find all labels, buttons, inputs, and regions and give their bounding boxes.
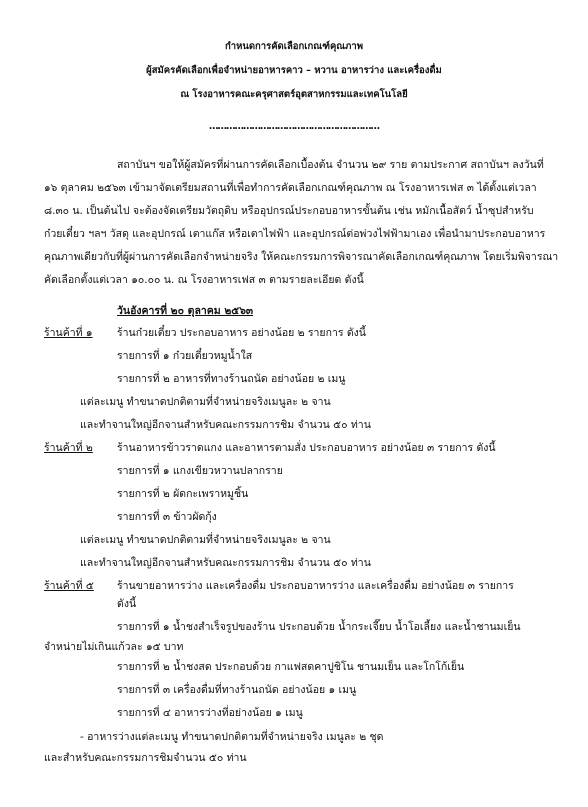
doc-venue: ณ โรงอาหารคณะครุศาสตร์อุตสาหกรรมและเทคโนโลยี: [180, 89, 408, 100]
shop2-item-3: รายการที่ ๓ ข้าวผัดกุ้ง: [117, 511, 217, 523]
shop2-description: ร้านอาหารข้าวราดแกง และอาหารตามสั่ง ประกอบอาหาร อย่างน้อย ๓ รายการ ดังนี้: [117, 442, 496, 454]
shop5-item-1: รายการที่ ๑ น้ำชงสำเร็จรูปของร้าน ประกอบด้วย น้ำกระเจี๊ยบ น้ำโอเลี้ยง และน้ำชานมเย็น: [117, 621, 521, 633]
intro-line-5: คุณภาพเดียวกับที่ผู้ผ่านการคัดเลือกจำหน่ายจริง ให้คณะกรรมการพิจารณาคัดเลือกเกณฑ์คุณภาพ โดยเริ่มพิจารณา: [44, 251, 559, 263]
shop5-item-4: รายการที่ ๔ อาหารว่างที่อย่างน้อย ๑ เมนู: [117, 707, 303, 719]
shop5-description: ร้านขายอาหารว่าง และเครื่องดื่ม ประกอบอาหารว่าง และเครื่องดื่ม อย่างน้อย ๓ รายการ: [117, 580, 514, 592]
intro-line-4: ก๋วยเตี๋ยว ฯลฯ วัสดุ และอุปกรณ์ เตาแก๊ส หรือเตาไฟฟ้า และอุปกรณ์ต่อพ่วงไฟฟ้ามาเอง เพื่อนำมาประกอบอาหาร: [44, 228, 546, 240]
intro-line-2: ๑๖ ตุลาคม ๒๕๖๓ เข้ามาจัดเตรียมสถานที่เพื่อทำการคัดเลือกเกณฑ์คุณภาพ ณ โรงอาหารเฟส ๓ ได้ตั้งแต่เวลา: [44, 182, 537, 194]
intro-line-3: ๘.๓๐ น. เป็นต้นไป จะต้องจัดเตรียมวัตถุดิบ หรืออุปกรณ์ประกอบอาหารขั้นต้น เช่น หมักเนื้อสัตว์ น้ำซุปสำหรับ: [44, 205, 534, 217]
divider-dots: ……………………………………………………: [209, 121, 379, 132]
shop5-label: ร้านค้าที่ ๕: [44, 580, 94, 592]
intro-line-6: คัดเลือกตั้งแต่เวลา ๑๐.๐๐ น. ณ โรงอาหารเฟส ๓ ตามรายละเอียด ดังนี้: [44, 274, 364, 286]
shop2-note-2: และทำจานใหญ่อีกจานสำหรับคณะกรรมการชิม จำนวน ๕๐ ท่าน: [80, 557, 371, 569]
shop2-item-2: รายการที่ ๒ ผัดกะเพราหมูชิ้น: [117, 488, 249, 500]
shop1-note-1: แต่ละเมนู ทำขนาดปกติตามที่จำหน่ายจริงเมนูละ ๒ จาน: [80, 396, 331, 408]
shop1-item-2: รายการที่ ๒ อาหารที่ทางร้านถนัด อย่างน้อย ๒ เมนู: [117, 373, 346, 385]
shop1-label: ร้านค้าที่ ๑: [44, 327, 93, 339]
shop2-item-1: รายการที่ ๑ แกงเขียวหวานปลากราย: [117, 465, 283, 477]
doc-title: กำหนดการคัดเลือกเกณฑ์คุณภาพ: [225, 41, 363, 52]
date-heading: วันอังคารที่ ๒๐ ตุลาคม ๒๕๖๓: [117, 305, 254, 317]
shop1-description: ร้านก๋วยเตี๋ยว ประกอบอาหาร อย่างน้อย ๒ รายการ ดังนี้: [117, 327, 366, 339]
shop2-note-1: แต่ละเมนู ทำขนาดปกติตามที่จำหน่ายจริงเมนูละ ๒ จาน: [80, 534, 331, 546]
shop2-label: ร้านค้าที่ ๒: [44, 442, 93, 454]
shop5-note-1: - อาหารว่างแต่ละเมนู ทำขนาดปกติตามที่จำหน่ายจริง เมนูละ ๒ ชุด: [80, 731, 384, 743]
shop1-item-1: รายการที่ ๑ ก๋วยเตี๋ยวหมูน้ำใส: [117, 350, 253, 362]
shop5-note-2: และสำหรับคณะกรรมการชิมจำนวน ๕๐ ท่าน: [44, 752, 247, 764]
shop5-item-3: รายการที่ ๓ เครื่องดื่มที่ทางร้านถนัด อย่างน้อย ๑ เมนู: [117, 684, 357, 696]
shop5-item-1-cont: จำหน่ายไม่เกินแก้วละ ๑๕ บาท: [44, 641, 184, 653]
intro-line-1: สถาบันฯ ขอให้ผู้สมัครที่ผ่านการคัดเลือกเบื้องต้น จำนวน ๒๙ ราย ตามประกาศ สถาบันฯ ลงวันที่: [117, 159, 544, 171]
shop5-description-cont: ดังนี้: [117, 598, 137, 610]
doc-subtitle: ผู้สมัครคัดเลือกเพื่อจำหน่ายอาหารคาว – หวาน อาหารว่าง และเครื่องดื่ม: [146, 65, 442, 76]
shop5-item-2: รายการที่ ๒ น้ำชงสด ประกอบด้วย กาแฟสดคาปูชิโน ชานมเย็น และโกโก้เย็น: [117, 661, 465, 673]
shop1-note-2: และทำจานใหญ่อีกจานสำหรับคณะกรรมการชิม จำนวน ๕๐ ท่าน: [80, 419, 371, 431]
